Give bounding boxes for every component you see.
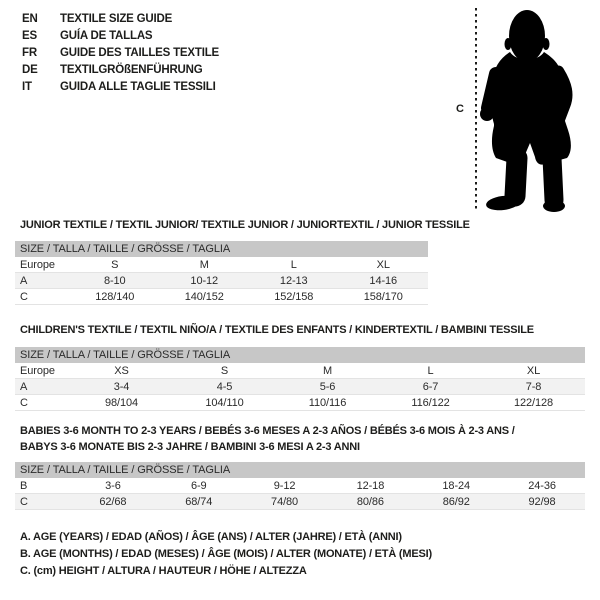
age-cell: 3-6 bbox=[105, 479, 121, 492]
size-header-band: SIZE / TALLA / TAILLE / GRÖSSE / TAGLIA bbox=[15, 241, 428, 257]
age-cell: 12-13 bbox=[279, 274, 308, 287]
table-row-age-years bbox=[15, 273, 428, 289]
height-cell: 122/128 bbox=[513, 396, 554, 409]
babies-size-table bbox=[15, 462, 585, 510]
language-row-fr bbox=[22, 44, 219, 61]
size-cell: M bbox=[322, 364, 333, 377]
baby-silhouette bbox=[450, 0, 600, 215]
size-cell: S bbox=[111, 258, 119, 271]
language-code: DE bbox=[22, 63, 38, 76]
age-cell: 5-6 bbox=[319, 380, 336, 393]
junior-size-table bbox=[15, 241, 428, 305]
size-cell: M bbox=[199, 258, 209, 271]
children-size-table bbox=[15, 347, 585, 411]
height-cell: 74/80 bbox=[271, 495, 299, 508]
age-cell: 6-7 bbox=[422, 380, 439, 393]
language-list bbox=[22, 10, 219, 95]
guide-title-it: GUIDA ALLE TAGLIE TESSILI bbox=[60, 80, 216, 93]
height-cell: 68/74 bbox=[185, 495, 213, 508]
guide-title-fr: GUIDE DES TAILLES TEXTILE bbox=[60, 46, 219, 59]
size-cell: XL bbox=[376, 258, 390, 271]
size-cell: XL bbox=[526, 364, 541, 377]
language-code: IT bbox=[22, 80, 32, 93]
guide-title-de: TEXTILGRÖßENFÜHRUNG bbox=[60, 63, 203, 76]
size-cell: S bbox=[220, 364, 229, 377]
baby-figure-area bbox=[450, 0, 600, 215]
row-label: Europe bbox=[20, 258, 55, 271]
size-header-band: SIZE / TALLA / TAILLE / GRÖSSE / TAGLIA bbox=[15, 462, 585, 478]
legend-line-c: C. (cm) HEIGHT / ALTURA / HAUTEUR / HÖHE / ALTEZZA bbox=[20, 565, 307, 577]
height-cell: 158/170 bbox=[363, 290, 403, 303]
height-cell: 110/116 bbox=[308, 396, 347, 409]
height-cell: 80/86 bbox=[356, 495, 384, 508]
guide-title-en: TEXTILE SIZE GUIDE bbox=[60, 12, 173, 25]
row-label: A bbox=[20, 274, 28, 287]
measure-legend bbox=[20, 531, 432, 582]
age-cell: 4-5 bbox=[216, 380, 233, 393]
row-label: Europe bbox=[20, 364, 55, 377]
age-cell: 8-10 bbox=[103, 274, 126, 287]
language-code: ES bbox=[22, 29, 37, 42]
age-cell: 10-12 bbox=[190, 274, 219, 287]
size-cell: XS bbox=[114, 364, 129, 377]
table-row-height bbox=[15, 395, 585, 411]
table-row-europe bbox=[15, 257, 428, 273]
language-code: EN bbox=[22, 12, 38, 25]
height-cell: 98/104 bbox=[104, 396, 139, 409]
age-cell: 24-36 bbox=[528, 479, 556, 492]
age-cell: 18-24 bbox=[442, 479, 471, 492]
height-cell: 128/140 bbox=[95, 290, 135, 303]
row-label: C bbox=[20, 495, 28, 508]
baby-silhouette-shape bbox=[480, 10, 571, 212]
junior-section-title: JUNIOR TEXTILE / TEXTIL JUNIOR/ TEXTILE JUNIOR / JUNIORTEXTIL / JUNIOR TESSILE bbox=[20, 219, 470, 231]
row-label: C bbox=[20, 290, 28, 303]
language-row-it bbox=[22, 78, 219, 95]
age-cell: 7-8 bbox=[525, 380, 542, 393]
size-cell: L bbox=[290, 258, 297, 271]
age-cell: 9-12 bbox=[273, 479, 296, 492]
language-row-en bbox=[22, 10, 219, 27]
legend-line-a: A. AGE (YEARS) / EDAD (AÑOS) / ÂGE (ANS) / ALTER (JAHRE) / ETÀ (ANNI) bbox=[20, 531, 402, 543]
height-cell: 86/92 bbox=[442, 495, 470, 508]
age-cell: 12-18 bbox=[356, 479, 385, 492]
height-cell: 116/122 bbox=[411, 396, 450, 409]
legend-line-b: B. AGE (MONTHS) / EDAD (MESES) / ÂGE (MOIS) / ALTER (MONATE) / ETÀ (MESI) bbox=[20, 548, 432, 560]
table-row-height bbox=[15, 289, 428, 305]
babies-title-line2: BABYS 3-6 MONATE BIS 2-3 JAHRE / BAMBINI 3-6 MESI A 2-3 ANNI bbox=[20, 441, 360, 453]
row-label: C bbox=[20, 396, 28, 409]
row-label: A bbox=[20, 380, 28, 393]
age-cell: 6-9 bbox=[190, 479, 207, 492]
table-row-height bbox=[15, 494, 585, 510]
table-row-age-months bbox=[15, 478, 585, 494]
language-code: FR bbox=[22, 46, 37, 59]
size-cell: L bbox=[427, 364, 434, 377]
height-cell: 140/152 bbox=[184, 290, 224, 303]
table-row-europe bbox=[15, 363, 585, 379]
table-row-age-years bbox=[15, 379, 585, 395]
language-row-de bbox=[22, 61, 219, 78]
height-cell: 152/158 bbox=[274, 290, 314, 303]
height-measure-label: C bbox=[456, 103, 464, 115]
age-cell: 14-16 bbox=[369, 274, 398, 287]
size-header-band: SIZE / TALLA / TAILLE / GRÖSSE / TAGLIA bbox=[15, 347, 585, 363]
height-cell: 62/68 bbox=[99, 495, 127, 508]
age-cell: 3-4 bbox=[113, 380, 130, 393]
babies-section-title bbox=[20, 423, 580, 455]
height-cell: 104/110 bbox=[205, 396, 244, 409]
row-label: B bbox=[20, 479, 28, 492]
children-section-title: CHILDREN'S TEXTILE / TEXTIL NIÑO/A / TEXTILE DES ENFANTS / KINDERTEXTIL / BAMBINI TESSILE bbox=[20, 324, 534, 336]
babies-title-line1: BABIES 3-6 MONTH TO 2-3 YEARS / BEBÉS 3-6 MESES A 2-3 AÑOS / BÉBÉS 3-6 MOIS À 2-3 ANS / bbox=[20, 425, 515, 437]
height-cell: 92/98 bbox=[528, 495, 556, 508]
language-row-es bbox=[22, 27, 219, 44]
guide-title-es: GUÍA DE TALLAS bbox=[60, 29, 153, 42]
